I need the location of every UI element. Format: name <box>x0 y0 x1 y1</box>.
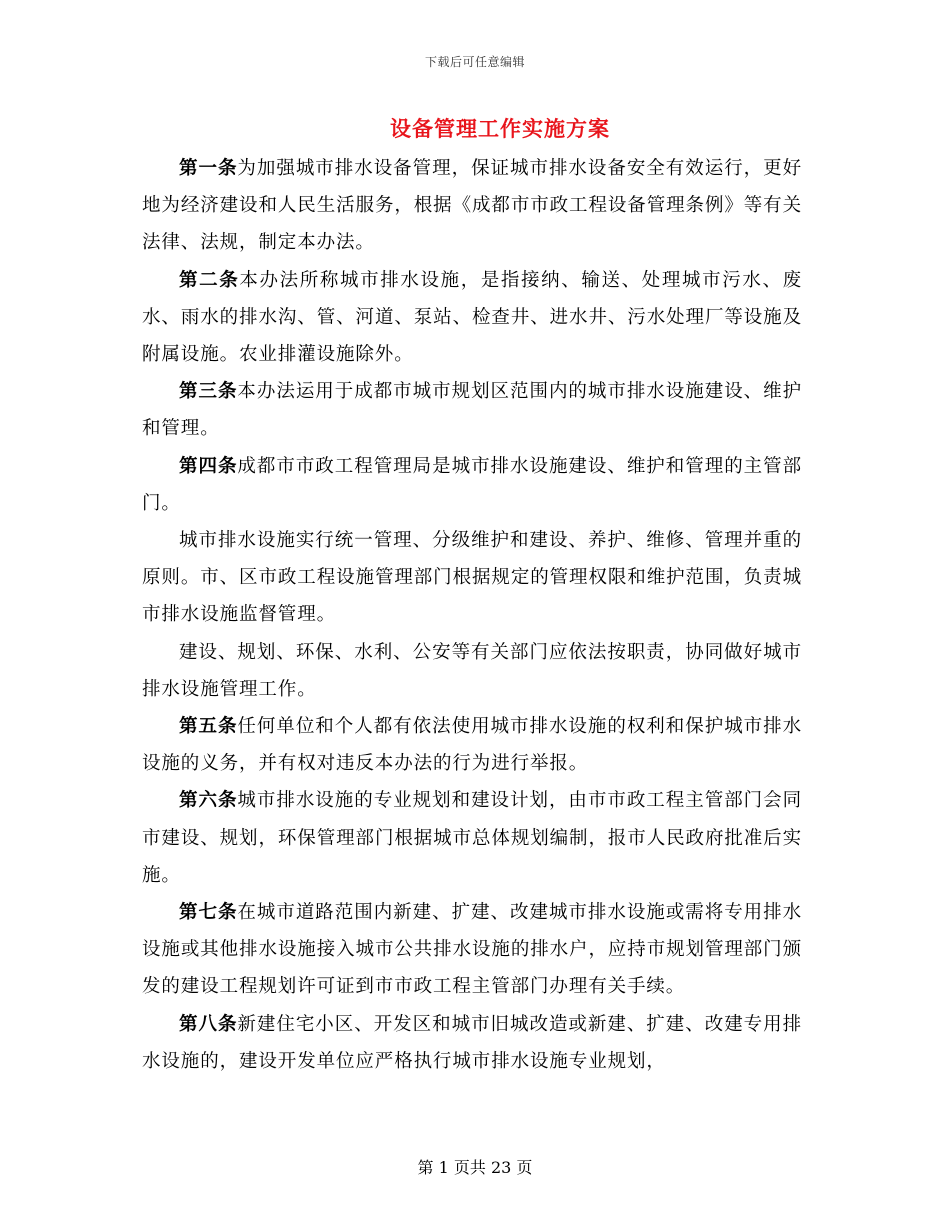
article-label: 第四条 <box>179 455 238 477</box>
article-label: 第五条 <box>179 716 238 738</box>
paragraph-article-8 <box>142 1006 802 1080</box>
paragraph-article-4 <box>142 448 802 522</box>
paragraph-article-4-sub-1 <box>142 522 802 634</box>
article-label: 第七条 <box>179 902 238 924</box>
paragraph-article-2 <box>142 262 802 374</box>
page-header-note: 下载后可任意编辑 <box>424 55 525 69</box>
paragraph-article-6 <box>142 782 802 894</box>
paragraph-article-3 <box>142 373 802 447</box>
article-text: 在城市道路范围内新建、扩建、改建城市排水设施或需将专用排水设施或其他排水设施接入城市公共排水设施的排水户，应持市规划管理部门颁发的建设工程规划许可证到市市政工程主管部门办理有关手续。 <box>142 902 803 998</box>
article-label: 第二条 <box>179 269 240 291</box>
paragraph-article-7 <box>142 894 802 1006</box>
article-text: 本办法运用于成都市城市规划区范围内的城市排水设施建设、维护和管理。 <box>142 381 803 440</box>
article-text: 城市排水设施的专业规划和建设计划，由市市政工程主管部门会同市建设、规划，环保管理部门根据城市总体规划编制，报市人民政府批准后实施。 <box>142 790 803 886</box>
paragraph-article-4-sub-2 <box>142 634 802 708</box>
article-label: 第一条 <box>179 158 238 179</box>
article-text: 城市排水设施实行统一管理、分级维护和建设、养护、维修、管理并重的原则。市、区市政工程设施管理部门根据规定的管理权限和维护范围，负责城市排水设施监督管理。 <box>142 530 802 626</box>
article-text: 任何单位和个人都有依法使用城市排水设施的权利和保护城市排水设施的义务，并有权对违反本办法的行为进行举报。 <box>142 716 803 775</box>
page-number: 第 1 页共 23 页 <box>417 1158 533 1177</box>
article-text: 为加强城市排水设备管理，保证城市排水设备安全有效运行，更好地为经济建设和人民生活服务，根据《成都市市政工程设备管理条例》等有关法律、法规，制定本办法。 <box>142 158 803 254</box>
document-body <box>142 150 802 1080</box>
article-label: 第八条 <box>179 1013 238 1035</box>
article-label: 第三条 <box>179 381 238 403</box>
paragraph-article-1 <box>142 150 802 262</box>
article-text: 本办法所称城市排水设施，是指接纳、输送、处理城市污水、废水、雨水的排水沟、管、河道、泵站、检查井、进水井、污水处理厂等设施及附属设施。农业排灌设施除外。 <box>142 269 803 366</box>
document-title: 设备管理工作实施方案 <box>390 116 610 141</box>
article-text: 新建住宅小区、开发区和城市旧城改造或新建、扩建、改建专用排水设施的，建设开发单位应严格执行城市排水设施专业规划， <box>142 1013 803 1072</box>
article-text: 成都市市政工程管理局是城市排水设施建设、维护和管理的主管部门。 <box>142 455 803 514</box>
article-text: 建设、规划、环保、水利、公安等有关部门应依法按职责，协同做好城市排水设施管理工作。 <box>142 641 802 700</box>
paragraph-article-5 <box>142 708 802 782</box>
article-label: 第六条 <box>179 790 238 812</box>
